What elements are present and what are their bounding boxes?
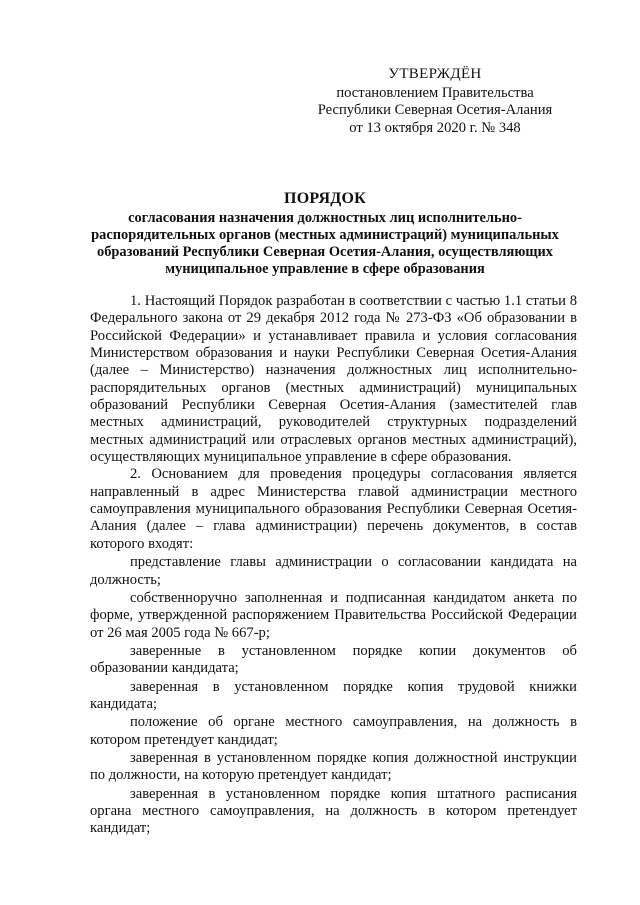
list-item: представление главы администрации о согласовании кандидата на должность; bbox=[90, 554, 577, 588]
list-item: заверенная в установленном порядке копия должностной инструкции по должности, на которую претендует кандидат; bbox=[90, 749, 577, 784]
list-item: заверенная в установленном порядке копия штатного расписания органа местного самоуправления, на должность в котором претендует кандидат; bbox=[90, 785, 577, 837]
document-subtitle: согласования назначения должностных лиц исполнительно-распорядительных органов (местных администраций) муниципальных образований Республики Северная Осетия-Алания, осуществляющих муниципальное управление в сфере образования bbox=[91, 210, 559, 277]
list-item: заверенные в установленном порядке копии документов об образовании кандидата; bbox=[90, 642, 577, 677]
approval-line-3: от 13 октября 2020 г. № 348 bbox=[349, 119, 521, 136]
document-heading bbox=[90, 188, 560, 278]
document-title: ПОРЯДОК bbox=[284, 190, 366, 207]
list-item: положение об органе местного самоуправления, на должность в котором претендует кандидат; bbox=[90, 714, 577, 748]
paragraph-1: 1. Настоящий Порядок разработан в соответствии с частью 1.1 статьи 8 Федерального закона от 29 декабря 2012 года № 273-ФЗ «Об образовании в Российской Федерации» и устанавливает правила и условия согласования Министерством образования и науки Республики Северная Осетия-Алания (далее – Министерство) назначения должностных лиц исполнительно-распорядительных органов (местных администраций) муниципальных образований Республики Северная Осетия-Алания (заместителей глав местных администраций, руководителей структурных подразделений местных администраций или отраслевых органов местных администраций), осуществляющих муниципальное управление в сфере образования. bbox=[90, 293, 577, 466]
approval-stamp bbox=[300, 66, 570, 137]
document-body bbox=[90, 293, 577, 838]
approval-line-2: Республики Северная Осетия-Алания bbox=[317, 102, 553, 118]
list-item: собственноручно заполненная и подписанная кандидатом анкета по форме, утвержденной распоряжением Правительства Российской Федерации от 26 мая 2005 года № 667-р; bbox=[90, 589, 577, 641]
paragraph-2: 2. Основанием для проведения процедуры согласования является направленный в адрес Министерства главой администрации местного самоуправления муниципального образования Республики Северная Осетия-Алания (далее – глава администрации) перечень документов, в состав которого входят: bbox=[90, 466, 577, 552]
approval-line-1: постановлением Правительства bbox=[336, 84, 534, 101]
approval-title: УТВЕРЖДЁН bbox=[388, 66, 482, 82]
list-item: заверенная в установленном порядке копия трудовой книжки кандидата; bbox=[90, 678, 577, 712]
